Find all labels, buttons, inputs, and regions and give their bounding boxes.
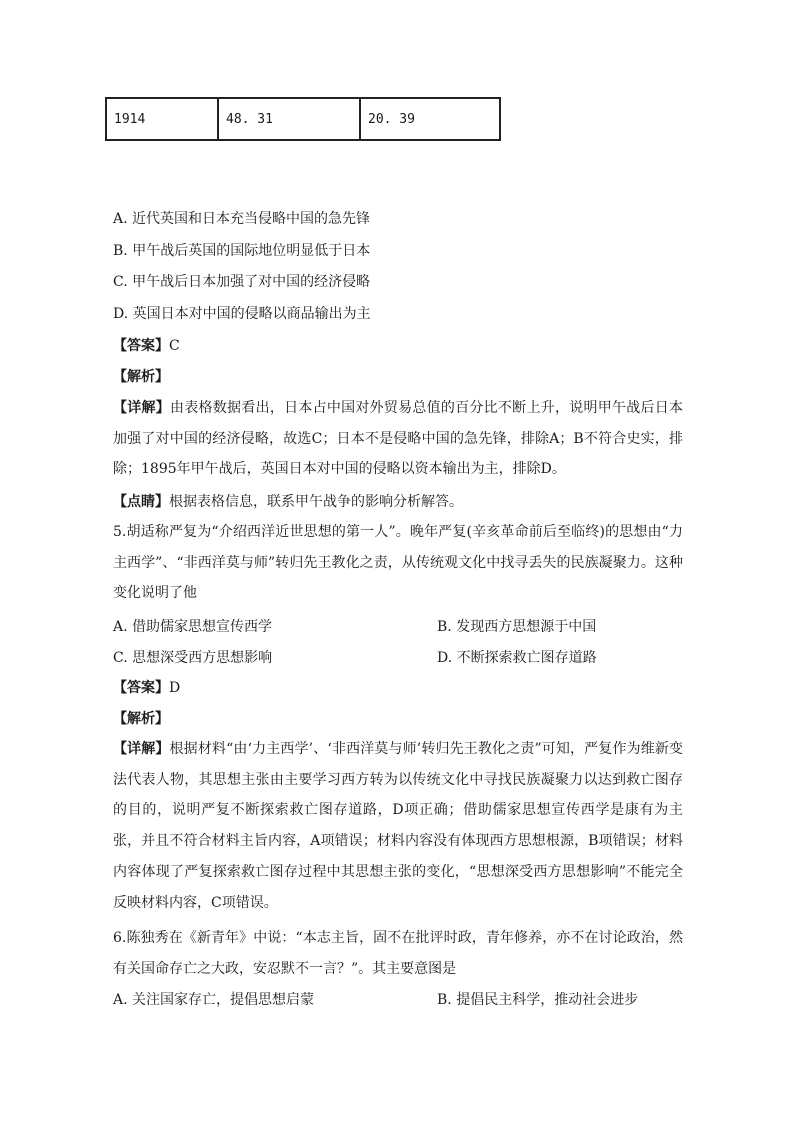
trade-share-table [105,97,501,141]
q6-option-b: B. 提倡民主科学，推动社会进步 [437,992,639,1008]
q4-option-a: A. 近代英国和日本充当侵略中国的急先锋 [113,211,371,227]
detail-tag: 【详解】 [113,400,171,416]
q5-option-d: D. 不断探索救亡图存道路 [437,650,597,666]
q5-option-c: C. 思想深受西方思想影响 [113,650,273,666]
tip-tag: 【点睛】 [113,494,169,510]
table-row [106,98,500,140]
q4-option-b: B. 甲午战后英国的国际地位明显低于日本 [113,243,371,259]
answer-value: D [169,680,181,696]
q4-option-c: C. 甲午战后日本加强了对中国的经济侵略 [113,274,371,290]
q6-option-a: A. 关注国家存亡，提倡思想启蒙 [113,992,315,1008]
detail-text: 由表格数据看出，日本占中国对外贸易总值的百分比不断上升，说明甲午战后日本加强了对中国的经济侵略，故选C；日本不是侵略中国的急先锋，排除A；B不符合史实，排除；1895年甲午战后，英国日本对中国的侵略以资本输出为主，排除D。 [113,400,684,478]
q5-option-a: A. 借助儒家思想宣传西学 [113,619,273,635]
q5-option-b: B. 发现西方思想源于中国 [437,619,597,635]
q4-analysis-tag: 【解析】 [113,369,169,385]
q4-answer [113,338,180,354]
q4-detail [113,393,683,485]
answer-tag: 【答案】 [113,338,169,354]
q5-answer [113,680,180,696]
detail-text: 根据材料“由‘力主西学’、‘非西洋莫与师’转归先王教化之责”可知，严复作为维新变法代表人物，其思想主张由主要学习西方转为以传统文化中寻找民族凝聚力以达到救亡图存的目的，说明严复不断探索救亡图存道路，D项正确；借助儒家思想宣传西学是康有为主张，并且不符合材料主旨内容，A项错误；材料内容没有体现西方思想根源，B项错误；材料内容体现了严复探索救亡图存过程中其思想主张的变化，“思想深受西方思想影响”不能完全反映材料内容，C项错误。 [113,741,683,911]
detail-tag: 【详解】 [113,741,170,757]
q5-stem: 5.胡适称严复为“介绍西洋近世思想的第一人”。晚年严复(辛亥革命前后至临终)的思想由“力主西学”、“非西洋莫与师”转归先王教化之责，从传统观文化中找寻丢失的民族凝聚力。这种变化说明了他 [113,524,683,602]
q5-analysis-tag: 【解析】 [113,711,169,727]
q5-detail [113,734,683,918]
q4-tip [113,494,463,510]
table-cell-value: 48. 31 [218,98,360,140]
table-cell-year: 1914 [106,98,218,140]
answer-value: C [169,338,180,354]
q6-stem: 6.陈独秀在《新青年》中说：“本志主旨，固不在批评时政，青年修养，亦不在讨论政治，然有关国命存亡之大政，安忍默不一言？”。其主要意图是 [113,930,683,977]
table-cell-value: 20. 39 [360,98,500,140]
answer-tag: 【答案】 [113,680,169,696]
q4-option-d: D. 英国日本对中国的侵略以商品输出为主 [113,306,371,322]
tip-text: 根据表格信息，联系甲午战争的影响分析解答。 [169,494,463,510]
